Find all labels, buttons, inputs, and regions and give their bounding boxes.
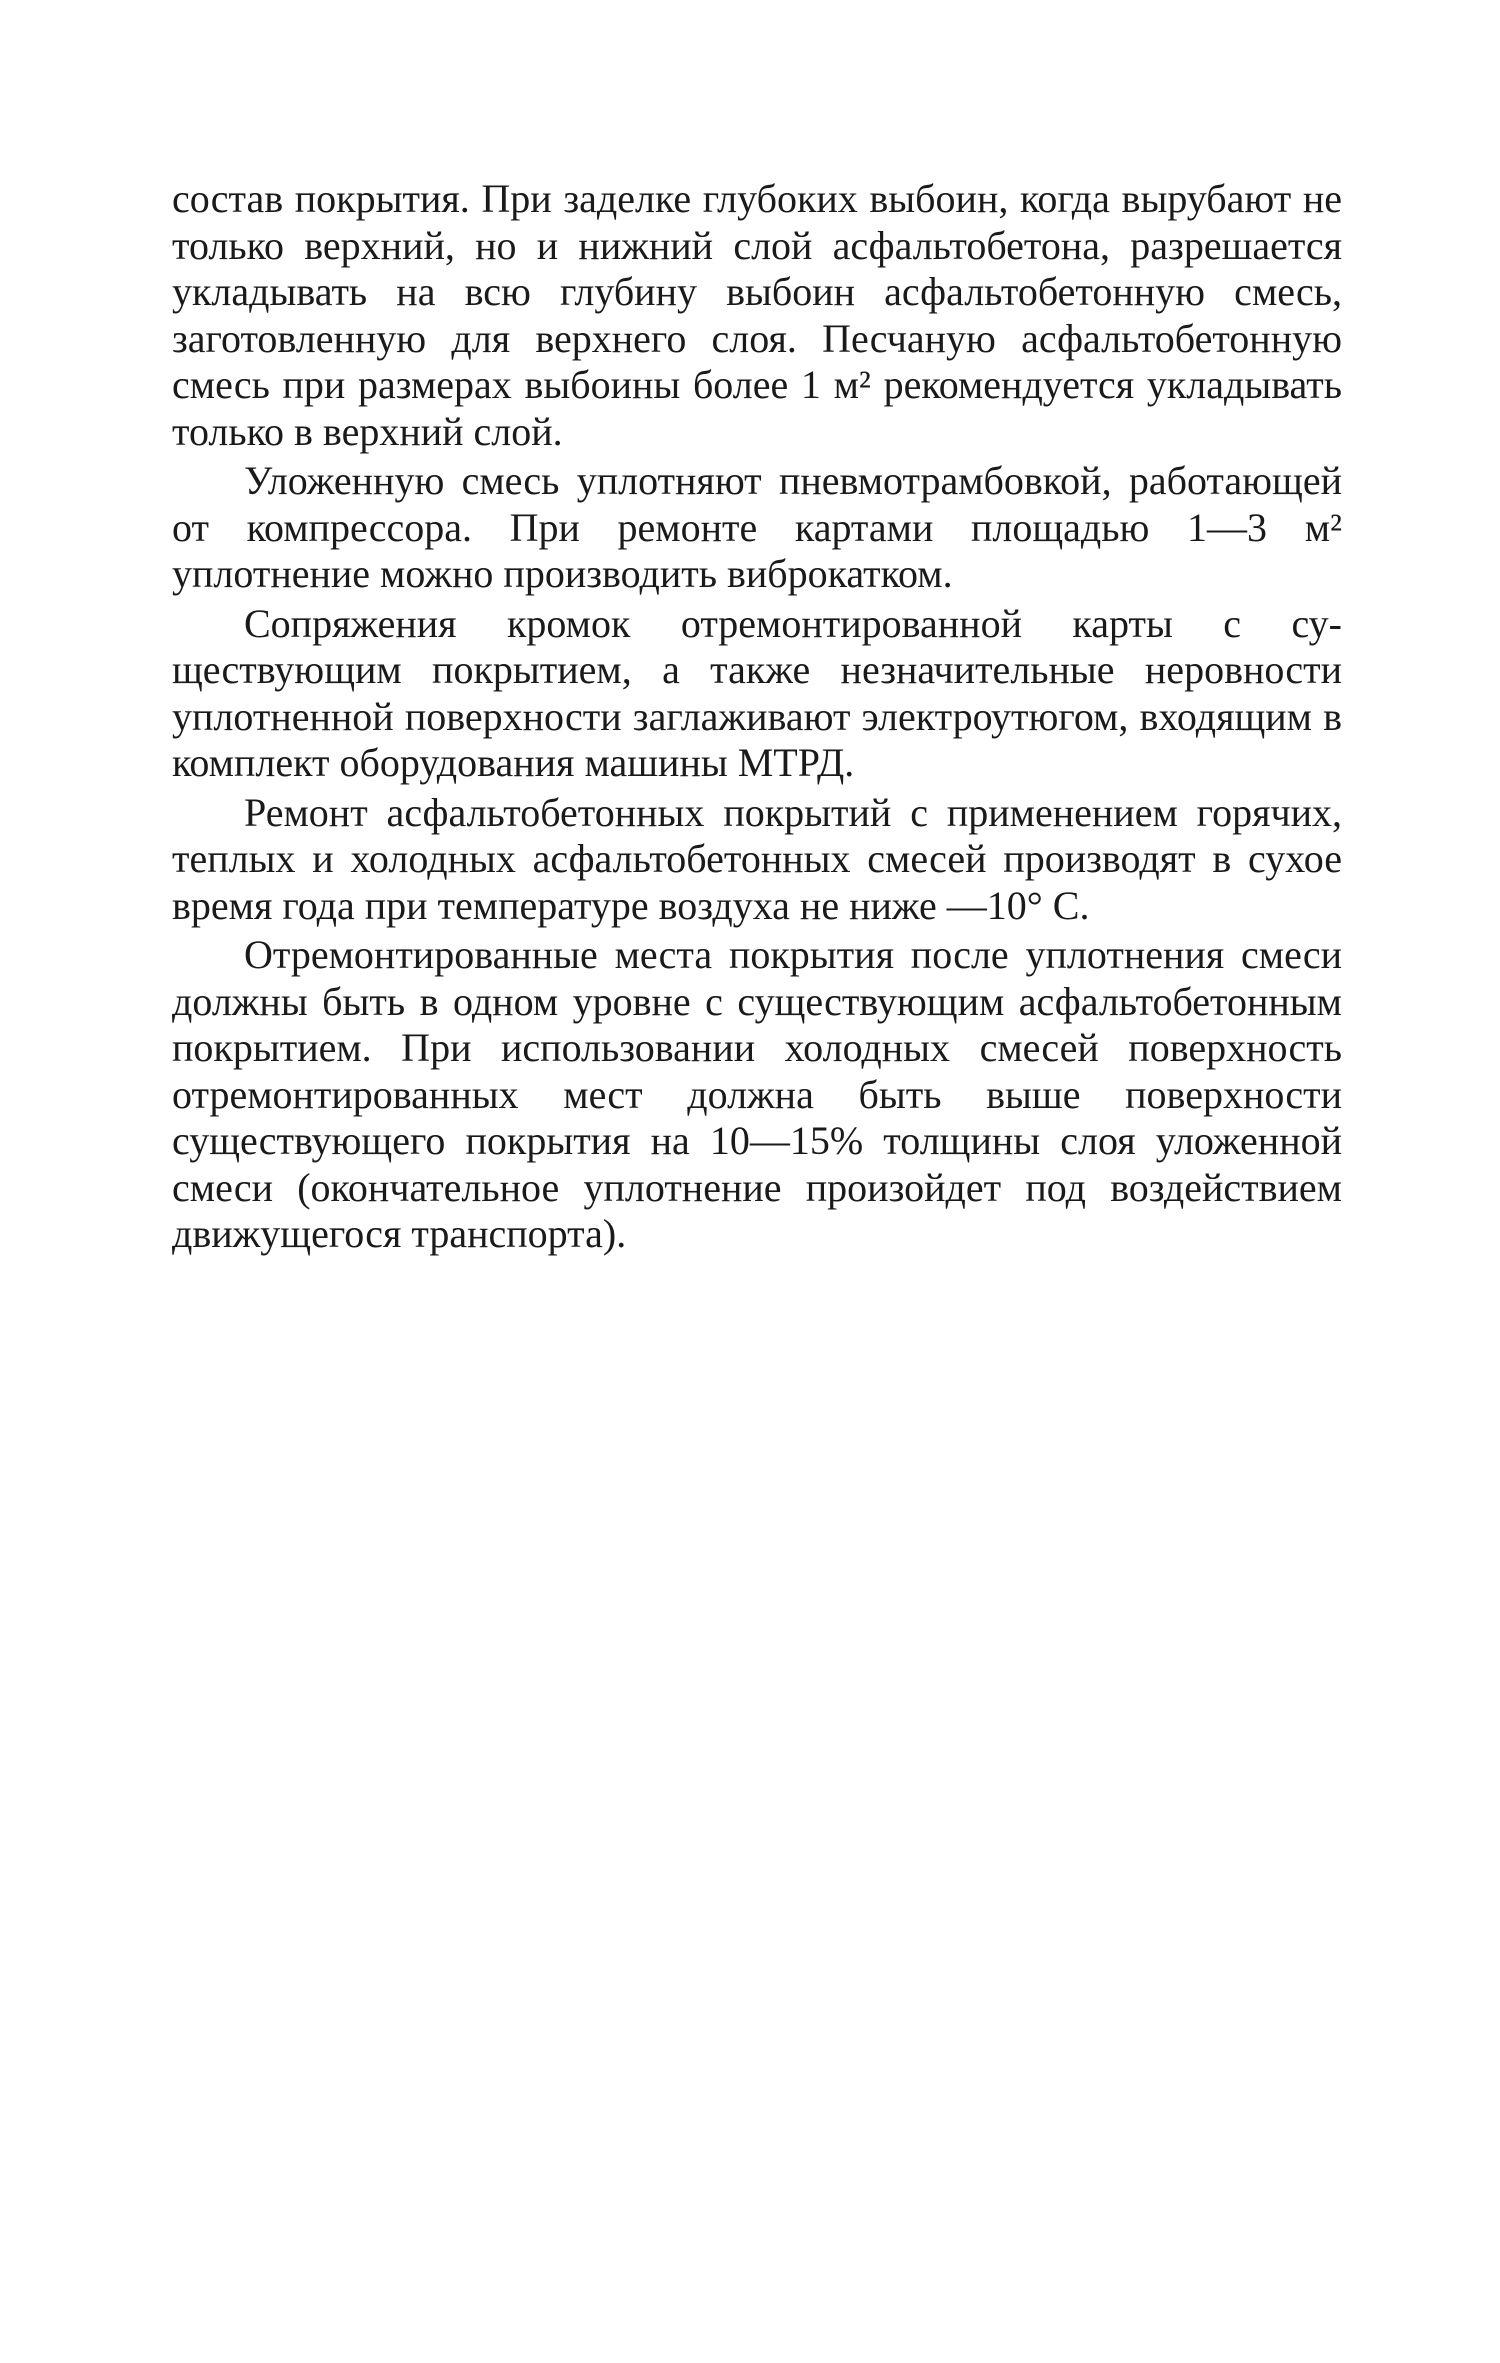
paragraph-2: Уложенную смесь уплотняют пневмотрамбовкой, работающей от компрессора. При ремонте картами площадью 1—3 м² уплотнение можно производить виброкатком. (172, 458, 1342, 596)
page-text-block (172, 176, 1342, 1261)
paragraph-4: Ремонт асфальтобетонных покрытий с применением горячих, теплых и холодных асфальтобетонных смесей производят в сухое время года при температуре воздуха не ниже —10° С. (172, 789, 1342, 928)
paragraph-1: состав покрытия. При заделке глубоких выбоин, когда вырубают не только верхний, но и нижний слой асфальтобетона, разрешается укладывать на всю глубину выбоин асфальтобетонную смесь, заготовленную для верхнего слоя. Песчаную асфальтобетонную смесь при размерах выбоины более 1 м² рекомендуется укладывать только в верхний слой. (172, 176, 1342, 454)
paragraph-5: Отремонтированные места покрытия после уплотнения смеси должны быть в одном уровне с существующим асфальтобетонным покрытием. При использовании холодных смесей поверхность отремонтированных мест должна быть выше поверхности существующего покрытия на 10—15% толщины слоя уложенной смеси (окончательное уплотнение произойдет под воздействием движущегося транспорта). (172, 932, 1342, 1256)
paragraph-3: Сопряжения кромок отремонтированной карты с существующим покрытием, а также незначительные неровности уплотненной поверхности заглаживают электроутюгом, входящим в комплект оборудования машины МТРД. (172, 600, 1342, 785)
